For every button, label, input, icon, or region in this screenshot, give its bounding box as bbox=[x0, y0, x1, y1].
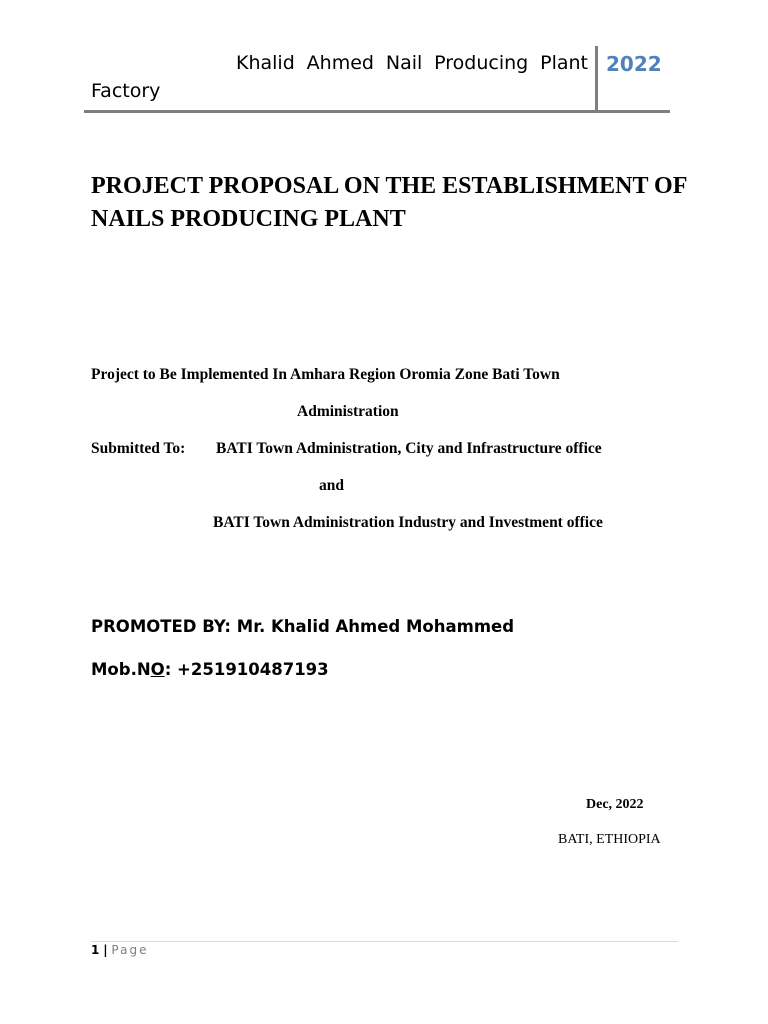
page-footer bbox=[91, 943, 148, 957]
document-date: Dec, 2022 bbox=[586, 797, 644, 812]
submitted-to-office-1: BATI Town Administration, City and Infrastructure office bbox=[216, 440, 602, 457]
submitted-to-office-2: BATI Town Administration Industry and Investment office bbox=[213, 514, 603, 531]
document-title: PROJECT PROPOSAL ON THE ESTABLISHMENT OF NAILS PRODUCING PLANT bbox=[91, 173, 687, 232]
footer-rule bbox=[91, 941, 678, 942]
page-number: 1 bbox=[91, 943, 100, 957]
document-place: BATI, ETHIOPIA bbox=[558, 832, 661, 847]
header-year: 2022 bbox=[606, 52, 662, 76]
header-vertical-divider bbox=[595, 46, 598, 112]
promoter-label: PROMOTED BY: bbox=[91, 617, 232, 636]
header-title: Khalid Ahmed Nail Producing Plant bbox=[236, 52, 588, 74]
mobile-label-prefix: Mob.N bbox=[91, 660, 151, 679]
mobile-label-underlined: O bbox=[150, 660, 165, 679]
mobile-label-suffix: : bbox=[164, 660, 172, 679]
project-location-line-continued: Administration bbox=[297, 403, 399, 420]
promoter-line bbox=[91, 617, 514, 636]
submitted-to-and: and bbox=[319, 477, 344, 494]
promoter-name: Mr. Khalid Ahmed Mohammed bbox=[236, 617, 515, 636]
mobile-number: +251910487193 bbox=[177, 660, 329, 679]
submitted-to-label: Submitted To: bbox=[91, 440, 186, 457]
header-title-continued: Factory bbox=[91, 80, 161, 102]
header-rule bbox=[84, 110, 670, 113]
mobile-line bbox=[91, 660, 329, 679]
page-label: Page bbox=[111, 943, 149, 957]
project-location-line: Project to Be Implemented In Amhara Region Oromia Zone Bati Town bbox=[91, 366, 560, 383]
footer-separator: | bbox=[103, 943, 108, 957]
